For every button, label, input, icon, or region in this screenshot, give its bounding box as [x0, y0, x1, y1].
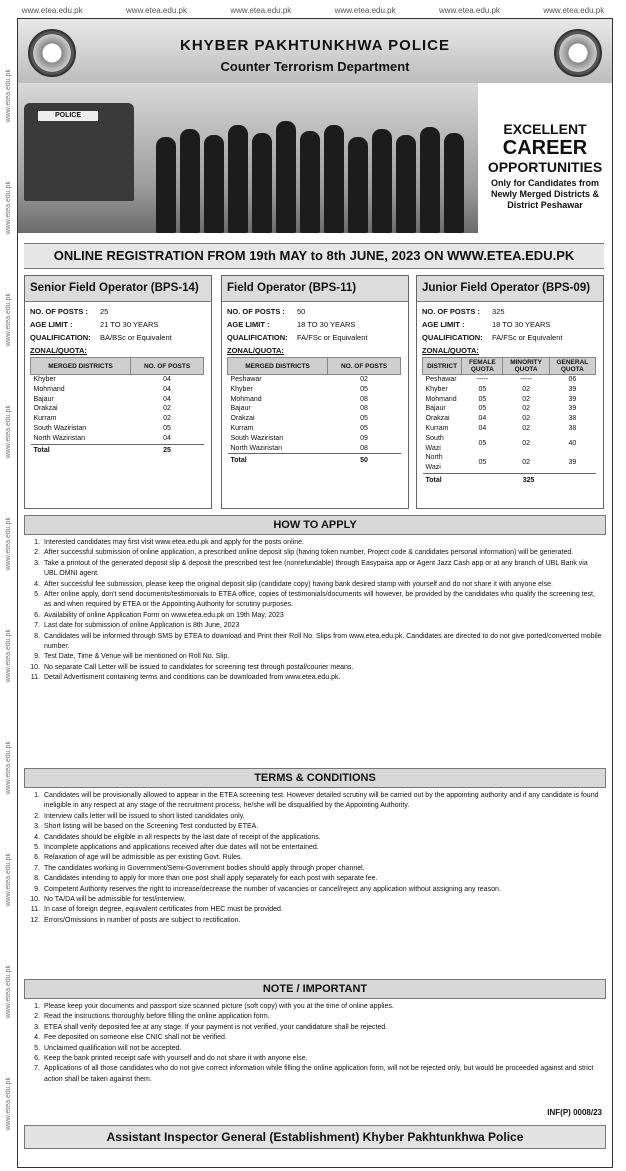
item-text: After successful submission of online application, a prescribed online deposit slip (having token number, Project code & candidates personal information) will be generated.	[44, 549, 574, 557]
info-label: AGE LIMIT :	[30, 320, 73, 329]
item-text: Keep the bank printed receipt safe with yourself and do not share it with anyone else.	[44, 1055, 308, 1063]
quota-cell: 05	[478, 405, 487, 413]
quota-cell: 05	[360, 415, 368, 423]
quota-cell: Mohmand	[33, 385, 65, 393]
info-row-age	[227, 318, 403, 331]
police-van-icon	[24, 103, 134, 201]
quota-row	[423, 404, 596, 414]
list-item	[26, 895, 602, 905]
item-text: Incomplete applications and applications received after due dates will not be entertained.	[44, 844, 319, 852]
quota-row	[228, 424, 401, 434]
position-title: Field Operator (BPS-11)	[222, 276, 408, 302]
position-title: Senior Field Operator (BPS-14)	[25, 276, 211, 302]
quota-cell: 06	[568, 376, 577, 383]
info-row-qualification	[30, 331, 206, 344]
item-text: Short listing will be based on the Screening Test conducted by ETEA.	[44, 823, 259, 831]
list-item	[26, 905, 602, 915]
item-number: 4.	[34, 1034, 40, 1042]
info-value: 25	[100, 307, 109, 316]
item-text: Please keep your documents and passport size scanned picture (soft copy) with you at the time of online applies.	[44, 1003, 394, 1010]
info-label: QUALIFICATION:	[422, 333, 483, 342]
position-info	[222, 302, 408, 344]
position-field-operator	[221, 275, 409, 509]
list-item	[26, 590, 602, 611]
quota-cell: 09	[360, 434, 368, 442]
advertisement-page	[17, 18, 613, 1168]
quota-cell: Khyber	[230, 385, 253, 393]
info-row-posts	[227, 305, 403, 318]
quota-cell: South Waziristan	[33, 424, 87, 432]
quota-cell: 38	[568, 415, 577, 423]
callout-line-3: OPPORTUNITIES	[487, 159, 603, 175]
info-row-posts	[422, 305, 598, 318]
quota-header: GENERAL QUOTA	[549, 358, 595, 375]
quota-cell: North Waziristan	[33, 434, 85, 442]
item-number: 6.	[34, 611, 40, 619]
quota-cell: 05	[163, 424, 171, 432]
item-text: No TA/DA will be admissible for test/interview.	[44, 896, 186, 904]
item-text: ETEA shall verify deposited fee at any stage. If your payment is not verified, your candidature shall be rejected.	[44, 1023, 388, 1031]
quota-cell: 02	[163, 405, 171, 413]
quota-row	[423, 395, 596, 405]
note-heading: NOTE / IMPORTANT	[24, 979, 606, 999]
quota-cell: 02	[522, 405, 530, 413]
item-number: 5.	[34, 844, 40, 852]
item-number: 1.	[34, 539, 40, 546]
quota-cell: 38	[568, 424, 577, 432]
quota-cell: 04	[163, 434, 171, 442]
item-text: After online apply, don't send documents/testimonials to ETEA office, copies of testimonials/documents will however, be provided by the candidates who qualify the screening test, as and when required by ETEA or the Appointing Authority for scrutiny purposes.	[44, 591, 595, 609]
quota-row	[31, 434, 204, 444]
position-senior-field-operator	[24, 275, 212, 509]
quota-header-row	[423, 358, 596, 375]
quota-row	[228, 385, 401, 395]
quota-cell: 02	[522, 459, 530, 467]
list-item	[26, 874, 602, 884]
list-item	[26, 1064, 602, 1085]
quota-cell: Orakzai	[33, 405, 58, 413]
item-text: Applications of all those candidates who do not give correct information while filling the online application form, will not be rejected only, but would be proceeded against and strict action shall be taken against them.	[44, 1065, 594, 1083]
quota-cell: 04	[478, 415, 487, 423]
list-item	[26, 611, 602, 621]
item-text: Test Date, Time & Venue will be mentioned on Roll No. Slip.	[44, 653, 230, 661]
quota-cell: Mohmand	[425, 395, 457, 403]
list-item	[26, 559, 602, 580]
quota-row	[31, 414, 204, 424]
item-number: 9.	[34, 653, 40, 661]
item-number: 2.	[34, 1013, 40, 1021]
police-logo-icon	[28, 29, 76, 77]
zonal-quota-label: ZONAL/QUOTA:	[422, 346, 479, 355]
quota-header: FEMALE QUOTA	[462, 358, 503, 375]
quota-cell: North Waziristan	[230, 444, 282, 452]
note-list	[26, 1002, 602, 1085]
info-row-age	[422, 318, 598, 331]
item-text: Take a printout of the generated deposit slip & deposit the prescribed test fee (nonrefundable) through Easypaisa app or Agent Jazz Cash app or at any branch of UBL Bank via UBL OMNI agent.	[44, 559, 588, 578]
header-banner	[18, 19, 612, 84]
quota-cell: Peshawar	[425, 376, 457, 383]
list-item	[26, 791, 602, 812]
info-value: 18 TO 30 YEARS	[492, 320, 551, 329]
quota-row	[228, 444, 401, 454]
quota-row	[31, 395, 204, 405]
list-item	[26, 538, 602, 548]
item-text: Candidates should be eligible in all respects by the last date of receipt of the applications.	[44, 833, 321, 841]
info-value: BA/BSc or Equivalent	[100, 333, 172, 342]
quota-row	[31, 385, 204, 395]
total-label: Total	[228, 454, 328, 468]
info-row-posts	[30, 305, 206, 318]
quota-row	[31, 375, 204, 385]
quota-cell: Kurram	[230, 424, 254, 432]
ctd-logo-icon	[554, 29, 602, 77]
header-title: KHYBER PAKHTUNKHWA POLICE	[179, 37, 450, 54]
item-number: 4.	[34, 833, 40, 841]
list-item	[26, 864, 602, 874]
inf-reference: INF(P) 0008/23	[547, 1108, 602, 1117]
list-item	[26, 548, 602, 558]
list-item	[26, 1044, 602, 1054]
item-number: 1.	[34, 792, 40, 799]
item-text: Candidates will be provisionally allowed to appear in the ETEA screening test. However detailed scrutiny will be carried out by the appointing authority and if any candidate is found ineligible in any respect at any stage of the recruitment process, he/she will be disqualified by the Appointing Authority.	[44, 792, 599, 810]
info-value: 21 TO 30 YEARS	[100, 320, 159, 329]
item-number: 6.	[34, 1055, 40, 1063]
quota-cell: 02	[522, 385, 530, 393]
info-value: FA/FSc or Equivalent	[492, 333, 563, 342]
callout-line-1: EXCELLENT	[503, 121, 587, 137]
item-text: In case of foreign degree, equivalent certificates from HEC must be provided.	[44, 906, 283, 914]
info-value: 18 TO 30 YEARS	[297, 320, 356, 329]
list-item	[26, 833, 602, 843]
info-value: 50	[297, 307, 306, 316]
item-text: Relaxation of age will be admissible as per existing Govt. Rules.	[44, 854, 243, 862]
quota-header-row	[31, 358, 204, 375]
quota-cell: Khyber	[33, 376, 56, 383]
police-team-photo	[18, 83, 478, 233]
career-callout	[478, 83, 612, 233]
quota-row	[228, 434, 401, 444]
quota-cell: 39	[568, 459, 577, 467]
callout-eligibility: Only for Candidates from Newly Merged Districts & District Peshawar	[490, 178, 600, 210]
info-value: FA/FSc or Equivalent	[297, 333, 368, 342]
info-row-qualification	[227, 331, 403, 344]
item-number: 2.	[34, 549, 40, 557]
list-item	[26, 1054, 602, 1064]
footer-issuer: Assistant Inspector General (Establishment) Khyber Pakhtunkhwa Police	[24, 1125, 606, 1149]
how-to-apply-heading: HOW TO APPLY	[24, 515, 606, 535]
item-number: 1.	[34, 1003, 40, 1010]
quota-row	[423, 434, 596, 454]
list-item	[26, 885, 602, 895]
list-item	[26, 632, 602, 653]
quota-cell: 02	[522, 439, 530, 447]
quota-row	[228, 414, 401, 424]
total-value: 50	[328, 454, 401, 468]
quota-cell: Orakzai	[425, 415, 450, 423]
total-value: 325	[462, 473, 596, 487]
quota-header: MERGED DISTRICTS	[228, 358, 328, 375]
header-subtitle: Counter Terrorism Department	[220, 59, 410, 74]
quota-cell: 39	[568, 395, 577, 403]
position-title: Junior Field Operator (BPS-09)	[417, 276, 603, 302]
quota-total-row	[423, 473, 596, 487]
quota-row	[228, 395, 401, 405]
quota-row	[228, 404, 401, 414]
list-item	[26, 843, 602, 853]
item-number: 4.	[34, 580, 40, 588]
quota-cell: 04	[163, 385, 171, 393]
quota-cell: Kurram	[425, 424, 449, 432]
item-text: Interview calls letter will be issued to short listed candidates only.	[44, 812, 245, 820]
list-item	[26, 916, 602, 926]
list-item	[26, 1012, 602, 1022]
quota-cell: 40	[568, 439, 577, 447]
total-label: Total	[31, 444, 131, 458]
terms-heading: TERMS & CONDITIONS	[24, 768, 606, 788]
info-value: 325	[492, 307, 505, 316]
quota-cell: 08	[360, 395, 368, 403]
list-item	[26, 580, 602, 590]
quota-header: NO. OF POSTS	[328, 358, 401, 375]
quota-row	[228, 375, 401, 385]
quota-cell: 05	[360, 385, 368, 393]
item-text: Read the instructions thoroughly before filling the online application form.	[44, 1013, 270, 1021]
list-item	[26, 853, 602, 863]
list-item	[26, 822, 602, 832]
item-text: Candidates intending to apply for more than one post shall apply separately for each post with separate fee.	[44, 875, 378, 883]
item-text: Candidates will be informed through SMS by ETEA to download and Print their Roll No. Slips from www.etea.edu.pk. Candidates are directed to do not give ported/converted mobile number.	[44, 632, 602, 651]
item-number: 12.	[30, 916, 40, 924]
quota-header-row	[228, 358, 401, 375]
quota-cell: 04	[478, 424, 487, 432]
quota-cell: Bajaur	[230, 405, 251, 413]
position-junior-field-operator	[416, 275, 604, 509]
item-number: 9.	[34, 885, 40, 893]
position-info	[417, 302, 603, 344]
quota-cell: 39	[568, 385, 577, 393]
quota-cell: 05	[478, 439, 487, 447]
quota-header: DISTRICT	[423, 358, 462, 375]
quota-cell: 05	[478, 459, 487, 467]
quota-row	[31, 424, 204, 434]
quota-row	[423, 424, 596, 434]
quota-row	[423, 375, 596, 385]
quota-cell: 05	[478, 385, 487, 393]
item-text: Competent Authority reserves the right to increase/decrease the number of vacancies or cancel/reject any application without assigning any reason.	[44, 885, 501, 893]
quota-header: MINORITY QUOTA	[503, 358, 549, 375]
terms-list	[26, 791, 602, 926]
van-label: POLICE	[38, 111, 98, 121]
quota-cell: Mohmand	[230, 395, 262, 403]
quota-cell: Bajaur	[33, 395, 54, 403]
item-text: Fee deposited on someone else CNIC shall not be verified.	[44, 1034, 227, 1042]
item-number: 5.	[34, 1044, 40, 1052]
quota-cell: 02	[522, 415, 530, 423]
list-item	[26, 812, 602, 822]
quota-total-row	[228, 454, 401, 468]
item-number: 6.	[34, 854, 40, 862]
quota-cell: 39	[568, 405, 577, 413]
item-number: 8.	[34, 875, 40, 883]
quota-cell: 02	[360, 376, 368, 383]
quota-cell: 05	[360, 424, 368, 432]
officers-silhouettes	[146, 113, 466, 233]
item-number: 2.	[34, 812, 40, 820]
item-number: 3.	[34, 823, 40, 831]
how-to-apply-list	[26, 538, 602, 684]
quota-cell: South Waziristan	[230, 434, 284, 442]
quota-cell: Bajaur	[425, 405, 446, 413]
item-number: 10.	[30, 663, 40, 671]
quota-header: MERGED DISTRICTS	[31, 358, 131, 375]
quota-cell: 08	[360, 405, 368, 413]
item-number: 7.	[34, 1065, 40, 1073]
item-number: 7.	[34, 864, 40, 872]
total-label: Total	[423, 473, 462, 487]
position-info	[25, 302, 211, 344]
list-item	[26, 1023, 602, 1033]
item-number: 11.	[30, 906, 40, 914]
info-label: NO. OF POSTS :	[422, 307, 480, 316]
quota-table	[422, 357, 596, 487]
item-number: 11.	[30, 674, 40, 682]
item-text: Last date for submission of online Application is 8th June, 2023	[44, 622, 240, 630]
quota-row	[31, 404, 204, 414]
quota-cell: Orakzai	[230, 415, 255, 423]
item-number: 8.	[34, 632, 40, 640]
quota-cell: Kurram	[33, 415, 57, 423]
item-number: 7.	[34, 622, 40, 630]
list-item	[26, 663, 602, 673]
hero-section	[18, 83, 612, 233]
item-text: The candidates working in Government/Semi-Government bodies should apply through proper channel.	[44, 864, 365, 872]
quota-total-row	[31, 444, 204, 458]
info-label: NO. OF POSTS :	[227, 307, 285, 316]
quota-cell: 08	[360, 444, 368, 452]
quota-cell: 05	[478, 395, 487, 403]
info-label: NO. OF POSTS :	[30, 307, 88, 316]
list-item	[26, 1033, 602, 1043]
item-text: After successful fee submission, please keep the original deposit slip (candidate copy) having bank desired stamp with yourself and do not share it with anyone else.	[44, 580, 553, 588]
callout-line-2: CAREER	[502, 137, 588, 159]
info-label: QUALIFICATION:	[227, 333, 288, 342]
item-number: 3.	[34, 1023, 40, 1031]
quota-cell: 04	[163, 395, 171, 403]
registration-banner: ONLINE REGISTRATION FROM 19th MAY to 8th JUNE, 2023 ON WWW.ETEA.EDU.PK	[24, 243, 604, 269]
item-text: Errors/Omissions in number of posts are subject to rectification.	[44, 916, 241, 924]
info-row-age	[30, 318, 206, 331]
quota-cell: Khyber	[425, 385, 448, 393]
quota-cell: 02	[522, 395, 530, 403]
watermark-top: www.etea.edu.pk www.etea.edu.pk www.etea.edu.pk www.etea.edu.pk www.etea.edu.pk www.etea.edu.pk	[21, 5, 605, 15]
list-item	[26, 621, 602, 631]
list-item	[26, 673, 602, 683]
quota-table	[30, 357, 204, 458]
quota-row	[423, 385, 596, 395]
list-item	[26, 1002, 602, 1012]
zonal-quota-label: ZONAL/QUOTA:	[30, 346, 87, 355]
quota-cell: 02	[163, 415, 171, 423]
info-label: AGE LIMIT :	[422, 320, 465, 329]
quota-cell: -----	[476, 376, 489, 383]
quota-row	[423, 414, 596, 424]
quota-cell: -----	[520, 376, 532, 383]
watermark-side: www.etea.edu.pk www.etea.edu.pk www.etea.edu.pk www.etea.edu.pk www.etea.edu.pk www.etea.edu.pk www.etea.edu.pk www.etea.edu.pk www.etea.edu.pk www.etea.edu.pk	[4, 69, 12, 1131]
item-text: Detail Advertisment containing terms and conditions can be downloaded from www.etea.edu.pk.	[44, 674, 341, 682]
item-number: 10.	[30, 896, 40, 904]
quota-row	[423, 453, 596, 473]
item-text: Interested candidates may first visit www.etea.edu.pk and apply for the posts online.	[44, 539, 304, 546]
quota-cell: South Wazi	[425, 434, 444, 452]
item-text: Availability of online Application Form on www.etea.edu.pk on 19th May, 2023	[44, 611, 284, 619]
item-number: 5.	[34, 591, 40, 599]
info-label: AGE LIMIT :	[227, 320, 270, 329]
quota-cell: 02	[522, 424, 530, 432]
quota-cell: Peshawar	[230, 376, 262, 383]
quota-table	[227, 357, 401, 467]
list-item	[26, 652, 602, 662]
item-number: 3.	[34, 559, 40, 567]
zonal-quota-label: ZONAL/QUOTA:	[227, 346, 284, 355]
item-text: No separate Call Letter will be issued to candidates for screening test through postal/courier means.	[44, 663, 354, 671]
quota-cell: North Wazi	[425, 454, 443, 472]
total-value: 25	[131, 444, 204, 458]
info-label: QUALIFICATION:	[30, 333, 91, 342]
item-text: Unclaimed qualification will not be accepted.	[44, 1044, 182, 1052]
info-row-qualification	[422, 331, 598, 344]
quota-cell: 04	[163, 376, 171, 383]
quota-header: NO. OF POSTS	[131, 358, 204, 375]
